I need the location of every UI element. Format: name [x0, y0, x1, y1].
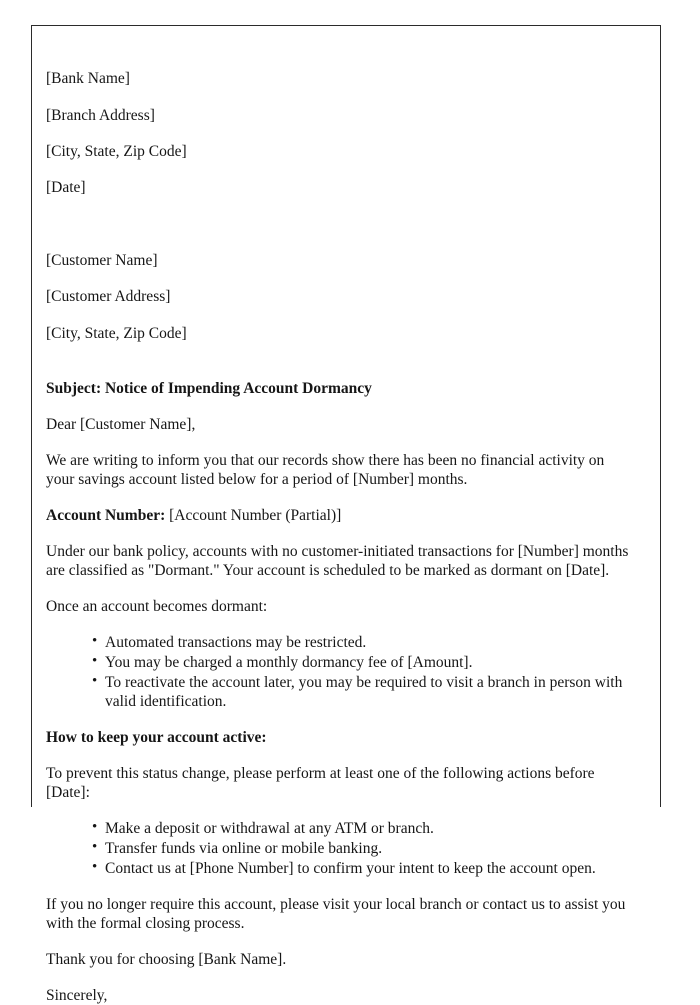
list-item: • Automated transactions may be restricted. [92, 633, 632, 652]
dormant-effects-list [46, 633, 632, 711]
list-item: • To reactivate the account later, you may be required to visit a branch in person with valid identification. [92, 673, 632, 711]
sender-address-line: [Date] [46, 179, 86, 197]
recipient-address-line: [City, State, Zip Code] [46, 324, 187, 342]
list-item: • Contact us at [Phone Number] to confirm your intent to keep the account open. [92, 859, 632, 878]
intro-paragraph: We are writing to inform you that our records show there has been no financial activity on your savings account listed below for a period of [Number] months. [46, 452, 605, 489]
list-item: • You may be charged a monthly dormancy fee of [Amount]. [92, 653, 632, 672]
sender-address-line: [Bank Name] [46, 70, 130, 88]
sender-address-line: [City, State, Zip Code] [46, 143, 187, 161]
keep-active-intro: To prevent this status change, please perform at least one of the following actions before [Date]: [46, 765, 595, 802]
account-number-value: [Account Number (Partial)] [169, 507, 342, 525]
recipient-address-line: [Customer Address] [46, 288, 171, 306]
sender-address-block [46, 52, 632, 216]
recipient-address-line: [Customer Name] [46, 252, 158, 270]
thanks-paragraph: Thank you for choosing [Bank Name]. [46, 951, 287, 969]
letter-page [31, 25, 661, 1005]
keep-active-heading: How to keep your account active: [46, 729, 267, 747]
salutation: Dear [Customer Name], [46, 416, 196, 434]
signoff: Sincerely, [46, 987, 108, 1005]
dormant-intro: Once an account becomes dormant: [46, 598, 268, 616]
account-number-label: Account Number: [46, 507, 166, 525]
account-number-line [46, 506, 632, 525]
sender-address-line: [Branch Address] [46, 106, 155, 124]
list-item: • Transfer funds via online or mobile banking. [92, 839, 632, 858]
letter-body [32, 26, 662, 1005]
subject-line: Subject: Notice of Impending Account Dormancy [46, 380, 372, 398]
recipient-address-block [46, 234, 632, 361]
list-item: • Make a deposit or withdrawal at any ATM or branch. [92, 819, 632, 838]
closing-paragraph: If you no longer require this account, please visit your local branch or contact us to assist you with the formal closing process. [46, 896, 626, 933]
keep-active-actions-list [46, 819, 632, 878]
policy-paragraph: Under our bank policy, accounts with no customer-initiated transactions for [Number] months are classified as "Dormant." Your account is scheduled to be marked as dormant on [Date]. [46, 543, 629, 580]
